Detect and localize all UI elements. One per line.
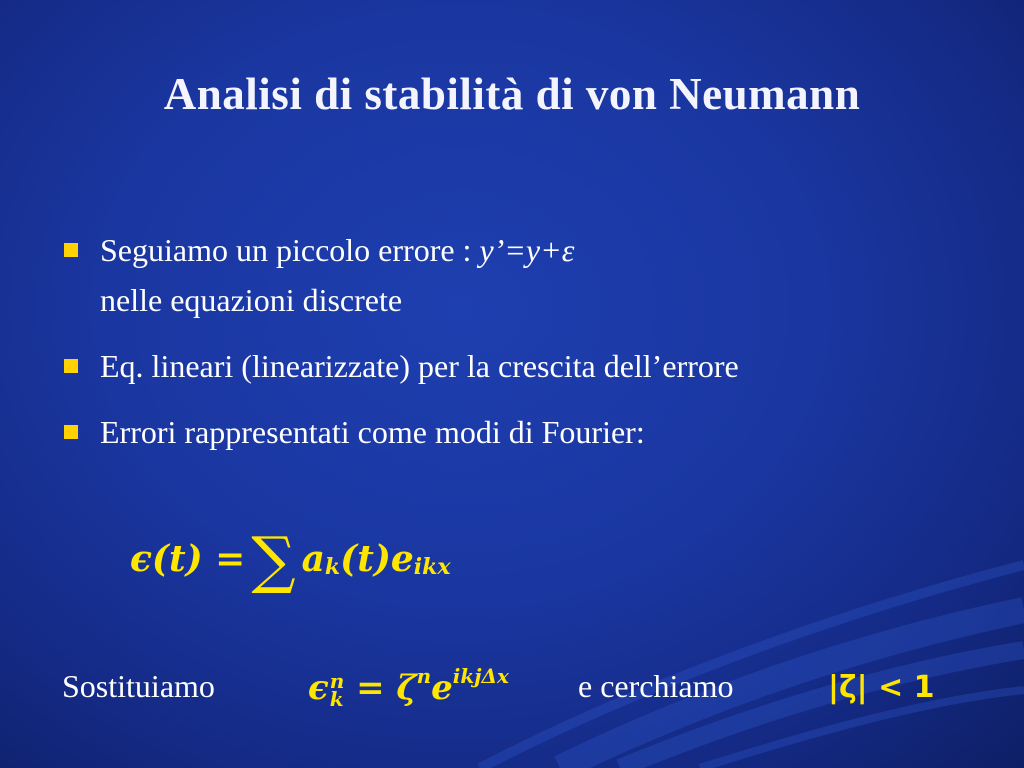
cerchiamo-text: e cerchiamo xyxy=(578,668,734,704)
error-perturbation-expression: y’=y+ε xyxy=(479,232,575,268)
formula-epsilon: ϵ xyxy=(308,668,329,708)
square-bullet-icon xyxy=(64,243,78,257)
square-bullet-icon xyxy=(64,425,78,439)
bullet-item xyxy=(62,228,1002,322)
bullet-list xyxy=(62,228,1002,476)
sostituiamo-text: Sostituiamo xyxy=(62,668,215,704)
epsilon-indices xyxy=(329,669,345,711)
epsilon-subscript: k xyxy=(329,687,344,711)
mode-substitution-formula xyxy=(308,664,509,711)
square-bullet-icon xyxy=(64,359,78,373)
slide-title: Analisi di stabilità di von Neumann xyxy=(163,69,861,119)
zeta-superscript: n xyxy=(416,664,432,688)
formula-zeta: = ζ xyxy=(356,668,417,708)
bullet-text-continuation: nelle equazioni discrete xyxy=(100,282,403,318)
formula-lhs: ϵ(t) = xyxy=(130,538,246,580)
formula-e-exponent: ikjΔx xyxy=(452,664,509,688)
summation-symbol: ∑ xyxy=(251,523,296,596)
bullet-item xyxy=(62,344,1002,388)
formula-coefficient: a xyxy=(301,538,325,580)
formula-exponential-base: (t)e xyxy=(340,538,414,580)
bullet-text: Eq. lineari (linearizzate) per la crescita dell’errore xyxy=(100,348,739,384)
bullet-text: Seguiamo un piccolo errore : xyxy=(100,232,480,268)
substitution-line xyxy=(62,664,1002,714)
formula-e: e xyxy=(431,668,453,708)
stability-condition: |ζ| < 1 xyxy=(828,670,935,705)
bullet-text: Errori rappresentati come modi di Fourier: xyxy=(100,414,645,450)
epsilon-superscript: n xyxy=(329,669,345,693)
bullet-item xyxy=(62,410,1002,454)
coefficient-subscript: k xyxy=(324,554,341,580)
formula-exponent: ikx xyxy=(413,554,451,580)
fourier-series-formula xyxy=(130,520,451,596)
